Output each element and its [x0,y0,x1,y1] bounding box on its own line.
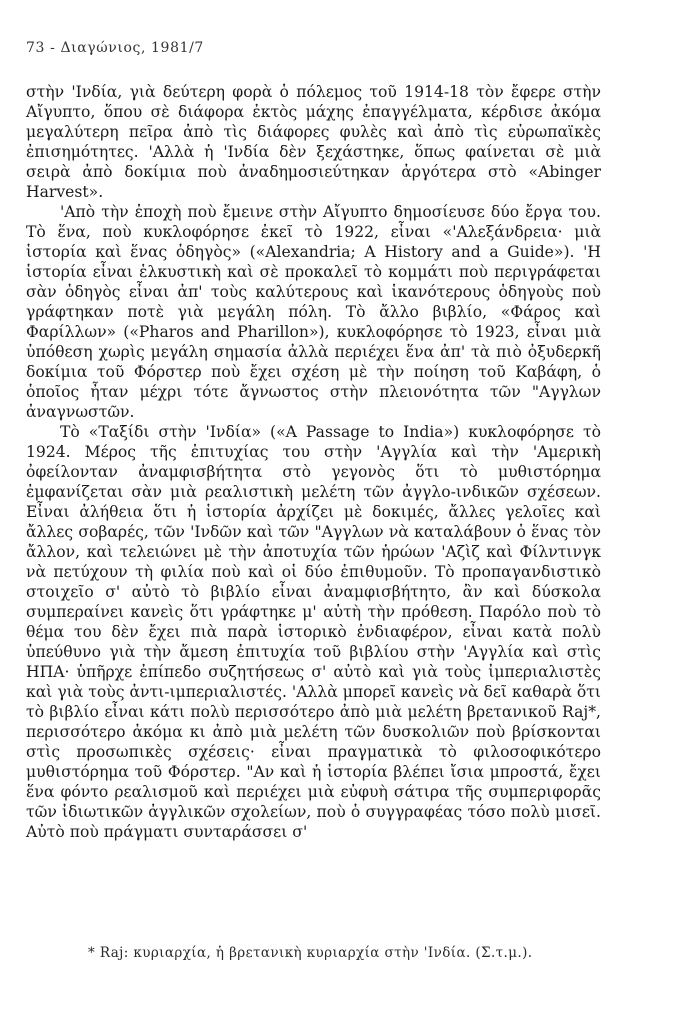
body-text [26,82,601,842]
running-head: 73 - Διαγώνιος, 1981/7 [26,40,204,56]
footnote: * Raj: κυριαρχία, ἡ βρετανικὴ κυριαρχία στὴν 'Ινδία. (Σ.τ.μ.). [88,945,533,961]
paragraph-3: Τὸ «Ταξίδι στὴν 'Ινδία» («A Passage to India») κυκλοφόρησε τὸ 1924. Μέρος τῆς ἐπιτυχίας του στὴν 'Αγγλία καὶ τὴν 'Αμερικὴ ὀφείλονταν ἀναμφισβήτητα στὸ γεγονὸς ὅτι τὸ μυθιστόρημα ἐμφανίζεται σὰν μιὰ ρεαλιστικὴ μελέτη τῶν ἀγγλο-ινδικῶν σχέσεων. Εἶναι ἀλήθεια ὅτι ἡ ἱστορία ἀρχίζει μὲ δοκιμές, ἄλλες γελοῖες καὶ ἄλλες σοβαρές, τῶν 'Ινδῶν καὶ τῶν "Αγγλων νὰ καταλάβουν ὁ ἕνας τὸν ἄλλον, καὶ τελειώνει μὲ τὴν ἀποτυχία τῶν ἡρώων 'Αζὶζ καὶ Φίλντινγκ νὰ πετύχουν τὴ φιλία ποὺ καὶ οἱ δύο ἐπιθυμοῦν. Τὸ προπαγανδιστικὸ στοιχεῖο σ' αὐτὸ τὸ βιβλίο εἶναι ἀναμφισβήτητο, ἂν καὶ δύσκολα συμπεραίνει κανεὶς ὅτι γράφτηκε μ' αὐτὴ τὴν πρόθεση. Παρόλο ποὺ τὸ θέμα του δὲν ἔχει πιὰ παρὰ ἱστορικὸ ἐνδιαφέρον, εἶναι κατὰ πολὺ ὑπεύθυνο γιὰ τὴν ἄμεση ἐπιτυχία τοῦ βιβλίου στὴν 'Αγγλία καὶ στὶς ΗΠΑ· ὑπῆρχε ἐπίπεδο συζητήσεως σ' αὐτὸ καὶ γιὰ τοὺς ἰμπεριαλιστὲς καὶ γιὰ τοὺς ἀντι-ιμπεριαλιστές. 'Αλλὰ μπορεῖ κανεὶς νὰ δεῖ καθαρὰ ὅτι τὸ βιβλίο εἶναι κάτι πολὺ περισσότερο ἀπὸ μιὰ μελέτη βρετανικοῦ Raj*, περισσότερο ἀκόμα κι ἀπὸ μιὰ μελέτη τῶν δυσκολιῶν ποὺ βρίσκονται στὶς προσωπικὲς σχέσεις· εἶναι πραγματικὰ τὸ φιλοσοφικότερο μυθιστόρημα τοῦ Φόρστερ. "Αν καὶ ἡ ἱστορία βλέπει ἴσια μπροστά, ἔχει ἕνα φόντο ρεαλισμοῦ καὶ περιέχει μιὰ εὐφυὴ σάτιρα τῆς συμπεριφορᾶς τῶν ἰδιωτικῶν ἀγγλικῶν σχολείων, ποὺ ὁ συγγραφέας τόσο πολὺ μισεῖ. Αὐτὸ ποὺ πράγματι συνταράσσει σ' [26,423,601,841]
paragraph-1: στὴν 'Ινδία, γιὰ δεύτερη φορὰ ὁ πόλεμος τοῦ 1914-18 τὸν ἔφερε στὴν Αἴγυπτο, ὅπου σὲ διάφορα ἐκτὸς μάχης ἐπαγγέλματα, κέρδισε ἀκόμα μεγαλύτερη πεῖρα ἀπὸ τὶς διάφορες φυλὲς καὶ ἀπὸ τὶς εὐρωπαϊκὲς ἐπισημότητες. 'Αλλὰ ἡ 'Ινδία δὲν ξεχάστηκε, ὅπως φαίνεται σὲ μιὰ σειρὰ ἀπὸ δοκίμια ποὺ ἀναδημοσιεύτηκαν ἀργότερα στὸ «Abinger Harvest». [26,83,601,201]
paragraph-2: 'Απὸ τὴν ἐποχὴ ποὺ ἔμεινε στὴν Αἴγυπτο δημοσίευσε δύο ἔργα του. Τὸ ἕνα, ποὺ κυκλοφόρησε ἐκεῖ τὸ 1922, εἶναι «'Αλεξάνδρεια· μιὰ ἱστορία καὶ ἕνας ὁδηγὸς» («Alexandria; A History and a Guide»). 'Η ἱστορία εἶναι ἑλκυστικὴ καὶ σὲ προκαλεῖ τὸ κομμάτι ποὺ περιγράφεται σὰν ὁδηγὸς εἶναι ἀπ' τοὺς καλύτερους καὶ ἱκανότερους ὁδηγοὺς ποὺ γράφτηκαν ποτὲ γιὰ μεγάλη πόλη. Τὸ ἄλλο βιβλίο, «Φάρος καὶ Φαρίλλων» («Pharos and Pharillon»), κυκλοφόρησε τὸ 1923, εἶναι μιὰ ὑπόθεση χωρὶς μεγάλη σημασία ἀλλὰ περιέχει ἕνα ἀπ' τὰ πιὸ ὀξυδερκῆ δοκίμια τοῦ Φόρστερ ποὺ ἔχει σχέση μὲ τὴν ποίηση τοῦ Καβάφη, ὁ ὁποῖος ἦταν μέχρι τότε ἄγνωστος στὴν πλειονότητα τῶν "Αγγλων ἀναγνωστῶν. [26,203,601,421]
